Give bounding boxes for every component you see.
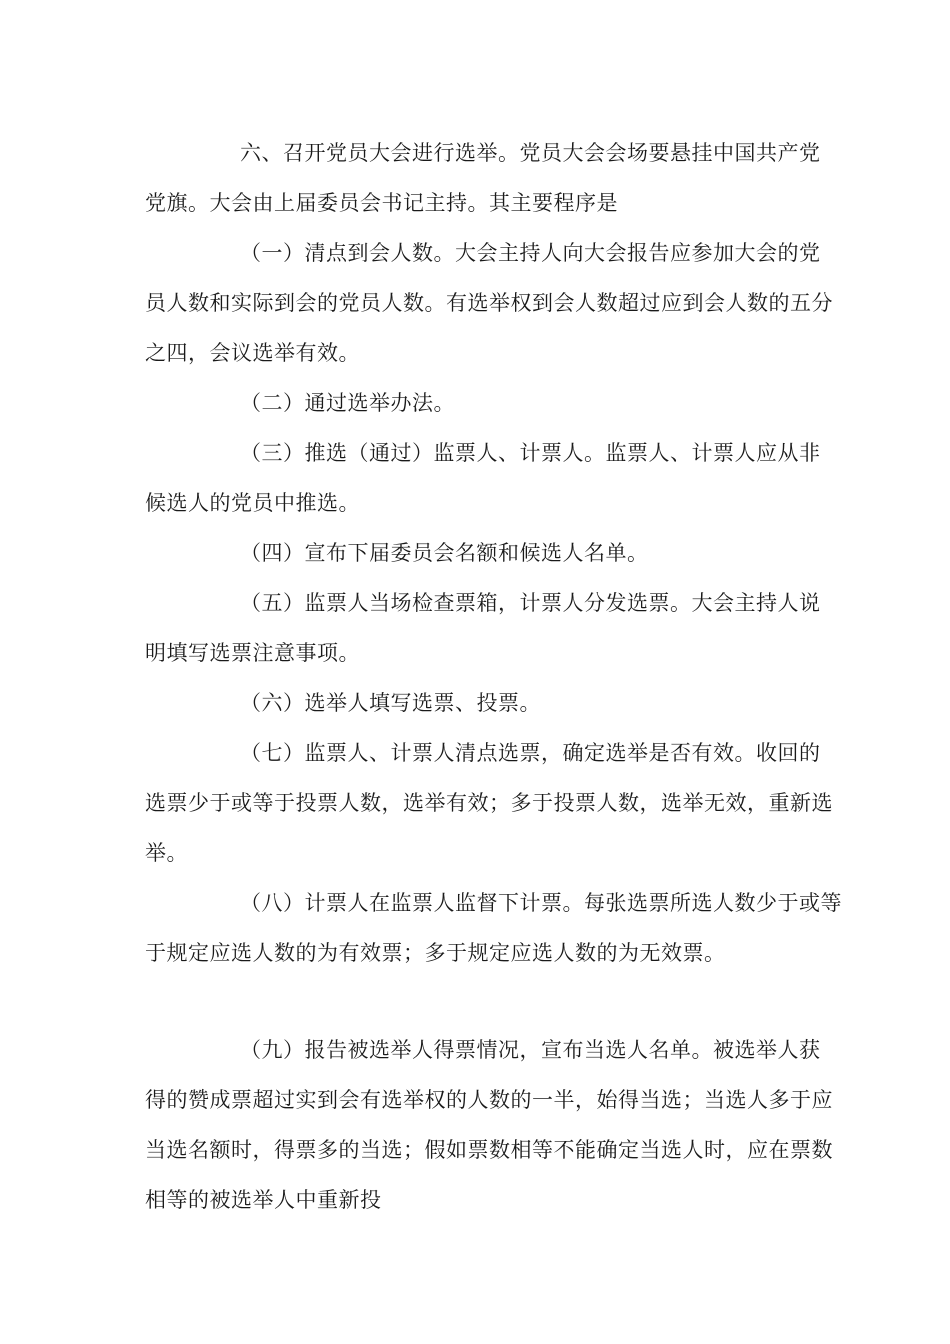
paragraph-step-2: （二）通过选举办法。 <box>240 391 455 415</box>
paragraph-step-4: （四）宣布下届委员会名额和候选人名单。 <box>240 541 649 565</box>
paragraph-step-3: （三）推选（通过）监票人、计票人。监票人、计票人应从非候选人的党员中推选。 <box>145 441 821 515</box>
paragraph-step-8: （八）计票人在监票人监督下计票。每张选票所选人数少于或等于规定应选人数的为有效票；多于规定应选人数的为无效票。 <box>145 891 842 965</box>
paragraph-step-6: （六）选举人填写选票、投票。 <box>240 691 541 715</box>
paragraph-step-9: （九）报告被选举人得票情况，宣布当选人名单。被选举人获得的赞成票超过实到会有选举权的人数的一半，始得当选；当选人多于应当选名额时，得票多的当选；假如票数相等不能确定当选人时，应在票数相等的被选举人中重新投 <box>145 1038 833 1212</box>
paragraph-step-5: （五）监票人当场检查票箱，计票人分发选票。大会主持人说明填写选票注意事项。 <box>145 591 821 665</box>
paragraph-6-election-meeting: 六、召开党员大会进行选举。党员大会会场要悬挂中国共产党党旗。大会由上届委员会书记主持。其主要程序是 <box>145 141 821 215</box>
paragraph-step-1: （一）清点到会人数。大会主持人向大会报告应参加大会的党员人数和实际到会的党员人数。有选举权到会人数超过应到会人数的五分之四，会议选举有效。 <box>145 241 833 365</box>
paragraph-step-7: （七）监票人、计票人清点选票，确定选举是否有效。收回的选票少于或等于投票人数，选举有效；多于投票人数，选举无效，重新选举。 <box>145 741 833 865</box>
